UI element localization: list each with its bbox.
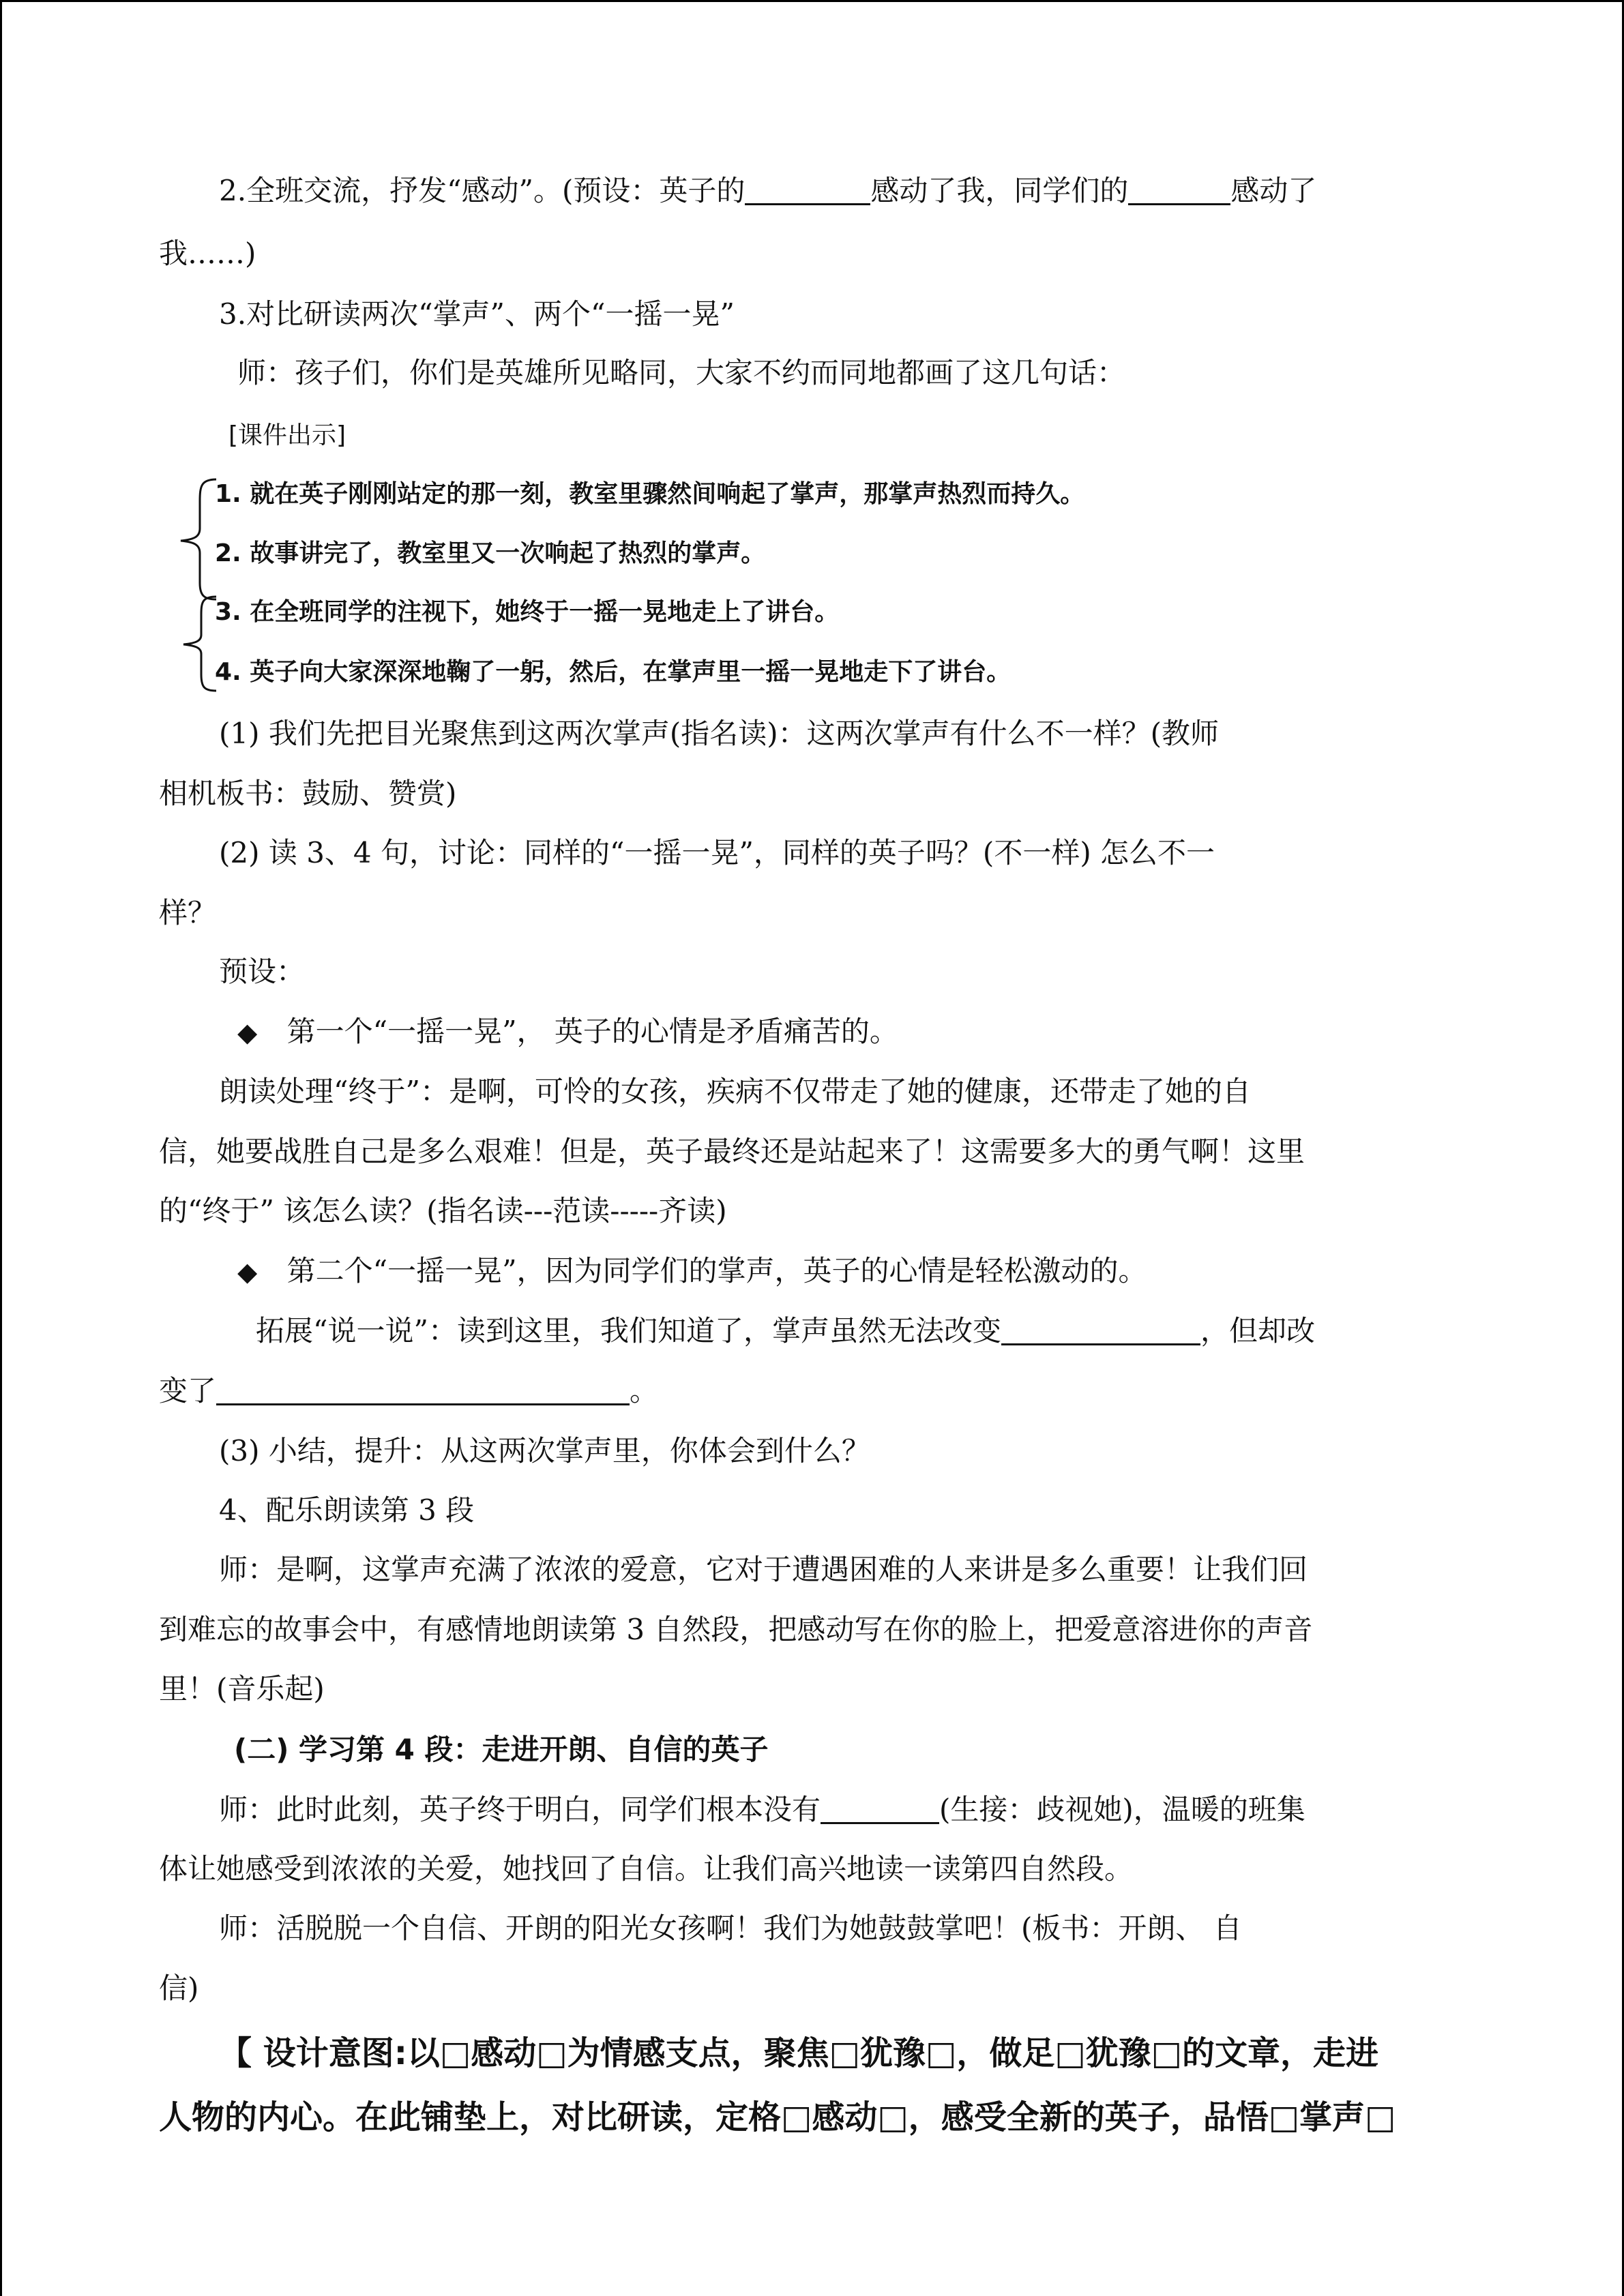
design-intent: 【 设计意图:以□感动□为情感支点，聚焦□犹豫□，做足□犹豫□的文章，走进 (219, 2034, 1379, 2072)
courseware-label: [课件出示] (228, 421, 346, 449)
extension-line: 拓展“说一说”：读到这里，我们知道了，掌声虽然无法改变 ，但却改 (256, 1314, 1315, 1347)
question-3: (3) 小结，提升：从这两次掌声里，你体会到什么？ (219, 1434, 870, 1467)
design-intent-cont: 人物的内心。在此铺垫上，对比研读，定格□感动□，感受全新的英子，品悟□掌声□ (159, 2098, 1396, 2136)
reading-para: 朗读处理“终于”：是啊，可怜的女孩，疾病不仅带走了她的健康，还带走了她的自 (219, 1075, 1251, 1108)
para-exchange: 2.全班交流，抒发“感动”。(预设：英子的 感动了我，同学们的 感动了 (219, 174, 1317, 207)
fill-blank (821, 1796, 939, 1824)
question-1-cont: 相机板书：鼓励、赞赏) (159, 777, 457, 810)
question-2: (2) 读 3、4 句，讨论：同样的“一摇一晃”，同样的英子吗？(不一样) 怎么不一 (219, 836, 1215, 869)
bullet-item-2: ◆ 第二个“一摇一晃”，因为同学们的掌声，英子的心情是轻松激动的。 (237, 1254, 1147, 1287)
teacher-para-2: 师：此时此刻，英子终于明白，同学们根本没有 (生接：歧视她)，温暖的班集 (219, 1793, 1305, 1826)
fill-blank (216, 1377, 630, 1405)
teacher-para-cont: 到难忘的故事会中，有感情地朗读第 3 自然段，把感动写在你的脸上，把爱意溶进你的声音 (159, 1613, 1313, 1646)
diamond-bullet-icon: ◆ (237, 1257, 258, 1287)
teacher-para-3-cont: 信) (159, 1971, 199, 2005)
reading-para-cont: 信，她要战胜自己是多么艰难！但是，英子最终还是站起来了！这需要多大的勇气啊！这里 (159, 1135, 1305, 1168)
teacher-para: 师：是啊，这掌声充满了浓浓的爱意，它对于遭遇困难的人来讲是多么重要！让我们回 (219, 1553, 1308, 1586)
slide-line-4: 4. 英子向大家深深地鞠了一躬，然后，在掌声里一摇一晃地走下了讲台。 (215, 658, 1012, 686)
teacher-line: 师：孩子们，你们是英雄所见略同，大家不约而同地都画了这几句话： (237, 356, 1126, 389)
question-1: (1) 我们先把目光聚焦到这两次掌声(指名读)：这两次掌声有什么不一样？(教师 (219, 717, 1220, 750)
fill-blank (1001, 1317, 1200, 1345)
bullet-item-1: ◆ 第一个“一摇一晃”， 英子的心情是矛盾痛苦的。 (237, 1015, 898, 1048)
diamond-bullet-icon: ◆ (237, 1017, 258, 1047)
reading-para-cont: 的“终于” 该怎么读？(指名读---范读-----齐读) (159, 1194, 727, 1227)
teacher-para-3: 师：活脱脱一个自信、开朗的阳光女孩啊！我们为她鼓鼓掌吧！(板书：开朗、 自 (219, 1911, 1242, 1945)
teacher-para-2-cont: 体让她感受到浓浓的关爱，她找回了自信。让我们高兴地读一读第四自然段。 (159, 1852, 1134, 1885)
preset-label: 预设： (219, 955, 306, 988)
extension-line-cont: 变了 。 (159, 1374, 659, 1407)
slide-line-2: 2. 故事讲完了，教室里又一次响起了热烈的掌声。 (215, 539, 766, 567)
section-compare: 3.对比研读两次“掌声”、两个“一摇一晃” (219, 297, 735, 331)
slide-line-3: 3. 在全班同学的注视下，她终于一摇一晃地走上了讲台。 (215, 598, 840, 626)
question-2-cont: 样？ (159, 896, 217, 929)
subsection-heading: (二) 学习第 4 段：走进开朗、自信的英子 (234, 1733, 769, 1766)
teacher-para-cont: 里！(音乐起) (159, 1672, 325, 1705)
fill-blank (745, 177, 870, 205)
fill-blank (1128, 177, 1230, 205)
para-exchange-cont: 我……) (159, 237, 256, 270)
section-4: 4、配乐朗读第 3 段 (219, 1493, 475, 1527)
slide-line-1: 1. 就在英子刚刚站定的那一刻，教室里骤然间响起了掌声，那掌声热烈而持久。 (215, 480, 1085, 508)
